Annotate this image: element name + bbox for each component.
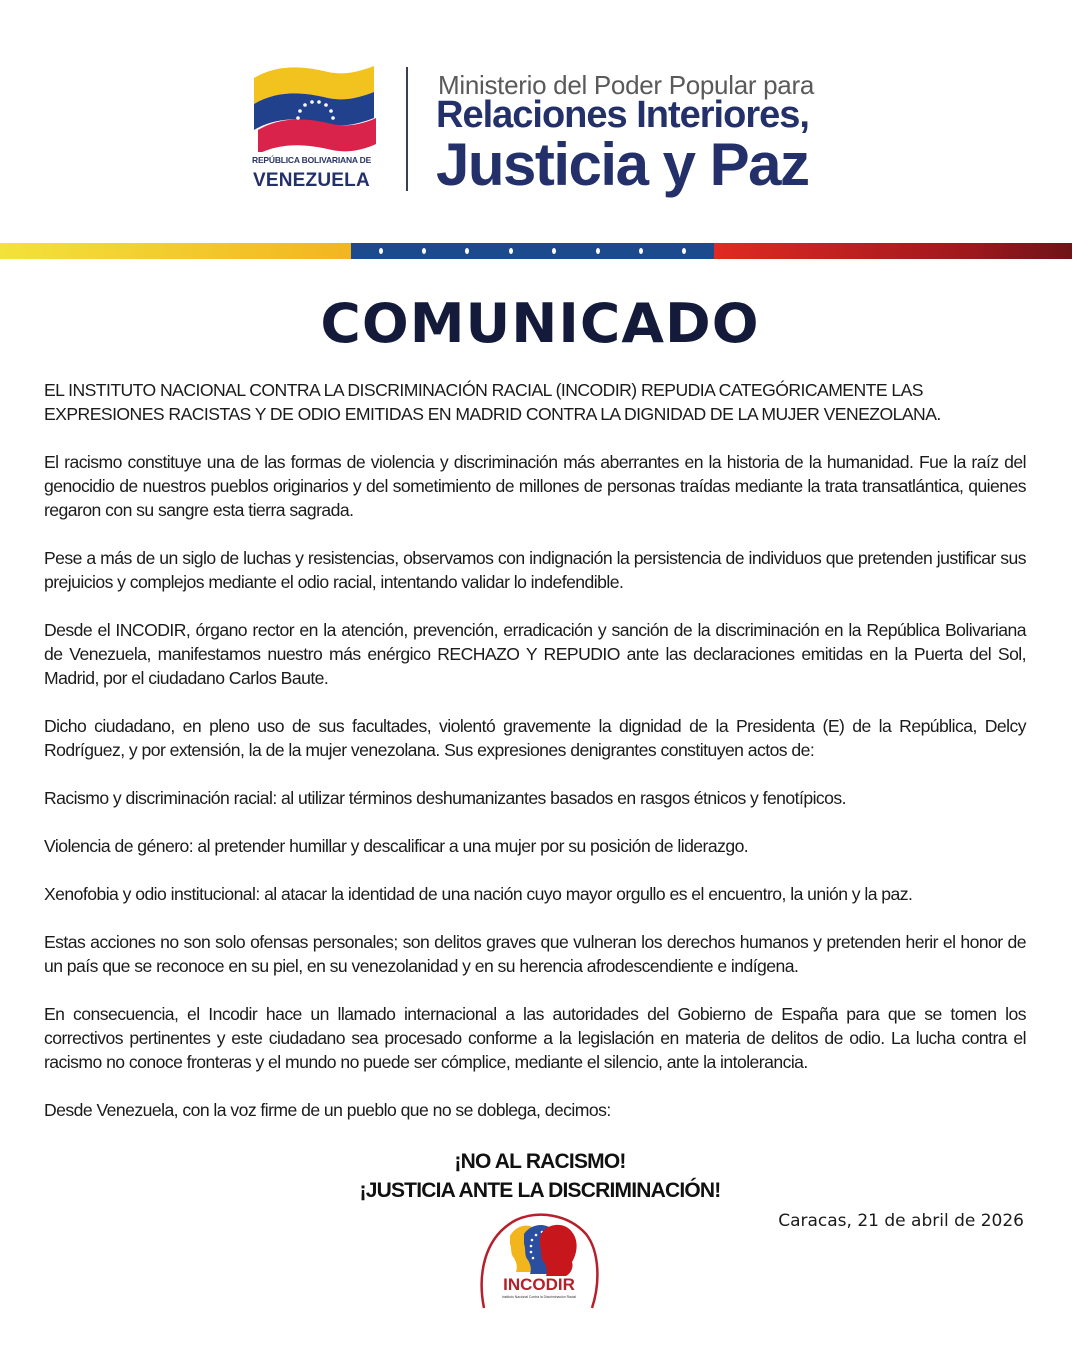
paragraph-list-item: Violencia de género: al pretender humillar y descalificar a una mujer por su posición de liderazgo. <box>44 836 749 856</box>
paragraph-list-item: Xenofobia y odio institucional: al atacar la identidad de una nación cuyo mayor orgullo es el encuentro, la unión y la paz. <box>44 884 913 904</box>
bar-yellow <box>0 243 351 259</box>
republic-label: REPÚBLICA BOLIVARIANA DE <box>252 155 372 165</box>
paragraph: Pese a más de un siglo de luchas y resistencias, observamos con indignación la persistencia de individuos que pretenden justificar sus prejuicios y complejos mediante el odio racial, intentando validar lo indefendible. <box>44 548 1026 592</box>
communique-body <box>44 378 1026 1146</box>
paragraph: Dicho ciudadano, en pleno uso de sus facultades, violentó gravemente la dignidad de la Presidenta (E) de la República, Delcy Rodríguez, y por extensión, la de la mujer venezolana. Sus expresiones denigrantes constituyen actos de: <box>44 716 1026 760</box>
ministry-header <box>0 0 1080 230</box>
star-icon <box>379 248 383 254</box>
svg-text:INCODIR: INCODIR <box>503 1275 575 1294</box>
header-divider <box>406 67 408 191</box>
paragraph: Desde el INCODIR, órgano rector en la atención, prevención, erradicación y sanción de la discriminación en la República Bolivariana de Venezuela, manifestamos nuestro más enérgico RECHAZO Y REPUDIO ante las declaraciones emitidas en la Puerta del Sol, Madrid, por el ciudadano Carlos Baute. <box>44 620 1026 688</box>
paragraph: Desde Venezuela, con la voz firme de un pueblo que no se doblega, decimos: <box>44 1100 611 1120</box>
ministry-line-1: Ministerio del Poder Popular para <box>438 70 814 100</box>
bar-red <box>714 243 1072 259</box>
bar-blue-stars <box>351 243 714 259</box>
incodir-profiles-icon <box>476 1208 602 1310</box>
paragraph-headline: EL INSTITUTO NACIONAL CONTRA LA DISCRIMINACIÓN RACIAL (INCODIR) REPUDIA CATEGÓRICAMENTE LAS EXPRESIONES RACISTAS Y DE ODIO EMITIDAS EN MADRID CONTRA LA DIGNIDAD DE LA MUJER VENEZOLANA. <box>44 380 941 424</box>
svg-text:Instituto Nacional Contra la D: Instituto Nacional Contra la Discriminación Racial <box>501 1295 577 1299</box>
slogans <box>0 1147 1080 1205</box>
star-icon <box>465 248 469 254</box>
document-title: COMUNICADO <box>320 292 760 355</box>
star-icon <box>639 248 643 254</box>
paragraph: El racismo constituye una de las formas de violencia y discriminación más aberrantes en la historia de la humanidad. Fue la raíz del genocidio de nuestros pueblos originarios y del sometimiento de millones de personas traídas mediante la trata transatlántica, quienes regaron con su sangre esta tierra sagrada. <box>44 452 1026 520</box>
ministry-line-2: Relaciones Interiores, <box>436 94 809 136</box>
incodir-logo <box>476 1208 602 1310</box>
star-icon <box>509 248 513 254</box>
slogan-2: ¡JUSTICIA ANTE LA DISCRIMINACIÓN! <box>359 1179 721 1202</box>
paragraph: Estas acciones no son solo ofensas personales; son delitos graves que vulneran los derechos humanos y pretenden herir el honor de un país que se reconoce en su piel, en su venezolanidad y en su herencia afrodescendiente e indígena. <box>44 932 1026 976</box>
country-name: VENEZUELA <box>253 170 370 191</box>
tricolor-divider <box>0 243 1072 259</box>
paragraph-list-item: Racismo y discriminación racial: al utilizar términos deshumanizantes basados en rasgos étnicos y fenotípicos. <box>44 788 846 808</box>
slogan-1: ¡NO AL RACISMO! <box>454 1150 626 1173</box>
star-icon <box>596 248 600 254</box>
star-icon <box>682 248 686 254</box>
place-date: Caracas, 21 de abril de 2026 <box>778 1211 1024 1231</box>
paragraph: En consecuencia, el Incodir hace un llamado internacional a las autoridades del Gobierno de España para que se tomen los correctivos pertinentes y este ciudadano sea procesado conforme a la legislación en materia de delitos de odio. La lucha contra el racismo no conoce fronteras y el mundo no puede ser cómplice, mediante el silencio, ante la intolerancia. <box>44 1004 1026 1072</box>
star-icon <box>422 248 426 254</box>
ministry-line-3: Justicia y Paz <box>436 131 809 198</box>
star-icon <box>552 248 556 254</box>
